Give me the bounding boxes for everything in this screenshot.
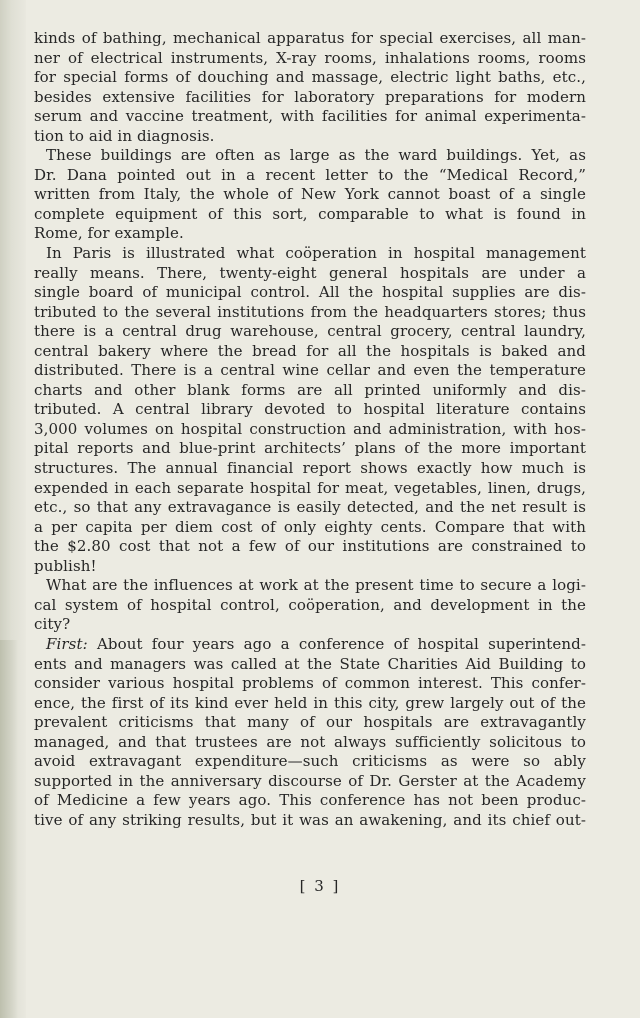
- text-line: distributed. There is a central wine cellar and even the temperature: [34, 361, 586, 380]
- text-line: tributed to the several institutions from the headquarters stores; thus: [34, 302, 586, 321]
- text-line: ents and managers was called at the State Charities Aid Building to: [34, 654, 586, 673]
- text-line: Rome, for example.: [34, 224, 184, 243]
- text-line: In Paris is illustrated what coöperation in hospital management: [46, 244, 586, 263]
- text-line: written from Italy, the whole of New York cannot boast of a single: [34, 185, 586, 204]
- text-line: for special forms of douching and massage, electric light baths, etc.,: [34, 68, 586, 87]
- text-line: avoid extravagant expenditure—such criticisms as were so ably: [34, 752, 586, 771]
- first-heading: First:: [46, 634, 88, 653]
- text-line: besides extensive facilities for laboratory preparations for modern: [34, 87, 586, 106]
- text-line: managed, and that trustees are not always sufficiently solicitous to: [34, 732, 586, 751]
- text-line: etc., so that any extravagance is easily detected, and the net result is: [34, 498, 586, 517]
- text-line: pital reports and blue-print architects’ plans of the more important: [34, 439, 586, 458]
- text-line: of Medicine a few years ago. This conference has not been produc-: [34, 791, 586, 810]
- text-line: serum and vaccine treatment, with facilities for animal experimenta-: [34, 107, 586, 126]
- text-line: a per capita per diem cost of only eighty cents. Compare that with: [34, 517, 586, 536]
- text-line: tion to aid in diagnosis.: [34, 126, 215, 145]
- text-line: [34, 635, 586, 655]
- page-body: [34, 29, 586, 830]
- text-line: central bakery where the bread for all the hospitals is baked and: [34, 341, 586, 360]
- text-line: ence, the first of its kind ever held in this city, grew largely out of the: [34, 693, 586, 712]
- text-line: charts and other blank forms are all printed uniformly and dis-: [34, 380, 586, 399]
- text-line: These buildings are often as large as the ward buildings. Yet, as: [46, 146, 586, 165]
- text-line: the $2.80 cost that not a few of our institutions are constrained to: [34, 537, 586, 556]
- text-line: really means. There, twenty-eight general hospitals are under a: [34, 263, 586, 282]
- text-line: prevalent criticisms that many of our hospitals are extravagantly: [34, 713, 586, 732]
- text-line: expended in each separate hospital for meat, vegetables, linen, drugs,: [34, 478, 586, 497]
- text-line: single board of municipal control. All the hospital supplies are dis-: [34, 283, 586, 302]
- text-line: cal system of hospital control, coöperation, and development in the city?: [34, 595, 586, 634]
- text-line: supported in the anniversary discourse of Dr. Gerster at the Academy: [34, 771, 586, 790]
- text-line: complete equipment of this sort, comparable to what is found in: [34, 204, 586, 223]
- text-line: ner of electrical instruments, X-ray rooms, inhalations rooms, rooms: [34, 48, 586, 67]
- text-line: publish!: [34, 556, 97, 575]
- binding-shadow: [0, 640, 18, 1018]
- text-line: there is a central drug warehouse, central grocery, central laundry,: [34, 322, 586, 341]
- text-line: consider various hospital problems of common interest. This confer-: [34, 674, 586, 693]
- text-line: 3,000 volumes on hospital construction and administration, with hos-: [34, 419, 586, 438]
- text-line: What are the influences at work at the present time to secure a logi-: [46, 576, 586, 595]
- text-line: tive of any striking results, but it was an awakening, and its chief out-: [34, 810, 586, 829]
- text-line: kinds of bathing, mechanical apparatus for special exercises, all man-: [34, 29, 586, 47]
- text-line: tributed. A central library devoted to hospital literature contains: [34, 400, 586, 419]
- text-line: structures. The annual financial report shows exactly how much is: [34, 459, 586, 478]
- text-line: Dr. Dana pointed out in a recent letter to the “Medical Record,”: [34, 165, 586, 184]
- page-number: [ 3 ]: [299, 877, 341, 895]
- text-line-rest: About four years ago a conference of hospital superintend-: [87, 634, 586, 653]
